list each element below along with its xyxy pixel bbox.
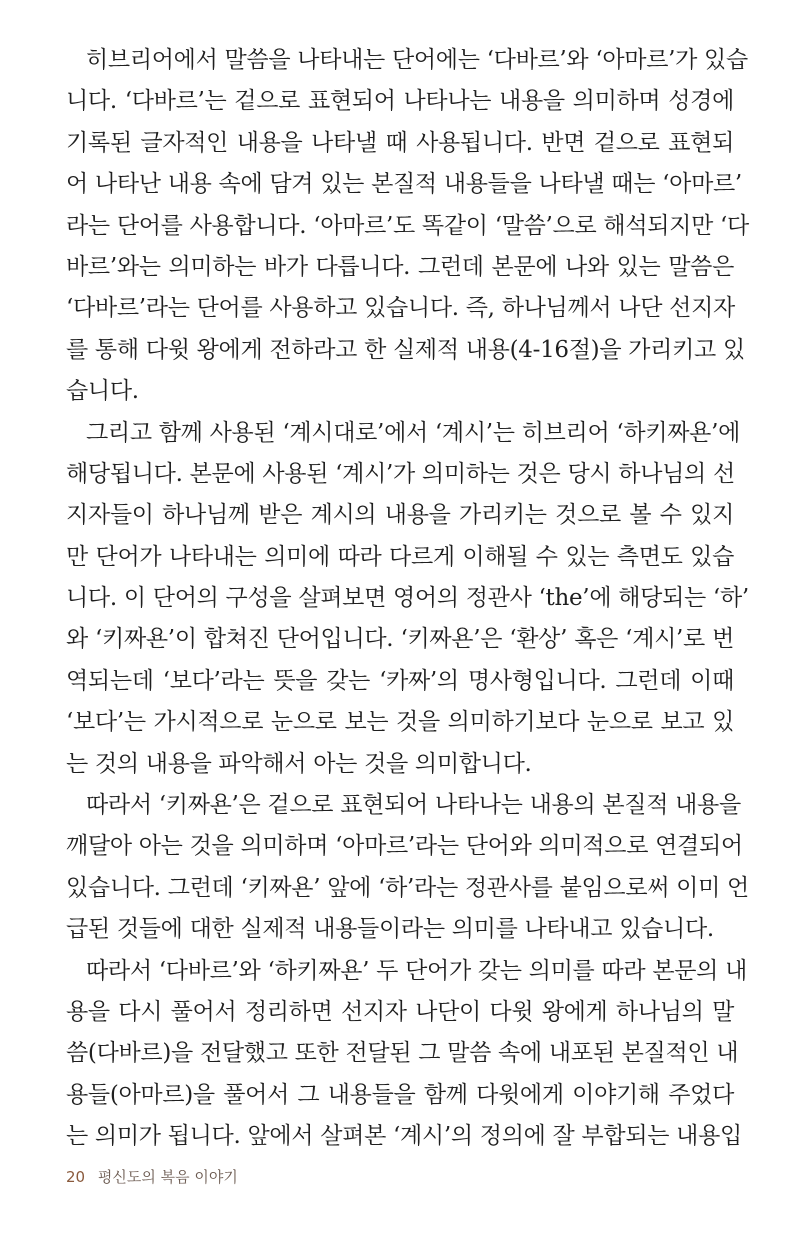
text-line: 해당됩니다. 본문에 사용된 ‘계시’가 의미하는 것은 당시 하나님의 선 bbox=[66, 460, 735, 487]
text-line: 급된 것들에 대한 실제적 내용들이라는 의미를 나타내고 있습니다. bbox=[66, 916, 714, 943]
paragraph-4 bbox=[66, 951, 748, 1158]
text-line: 라는 단어를 사용합니다. ‘아마르’도 똑같이 ‘말씀’으로 해석되지만 ‘다 bbox=[66, 212, 749, 239]
text-line: 따라서 ‘다바르’와 ‘하키짜욘’ 두 단어가 갖는 의미를 따라 본문의 내 bbox=[86, 957, 748, 984]
text-line: 깨달아 아는 것을 의미하며 ‘아마르’라는 단어와 의미적으로 연결되어 bbox=[66, 833, 743, 860]
text-line: 만 단어가 나타내는 의미에 따라 다르게 이해될 수 있는 측면도 있습 bbox=[66, 543, 734, 570]
text-line: 따라서 ‘키짜욘’은 겉으로 표현되어 나타나는 내용의 본질적 내용을 bbox=[86, 792, 741, 819]
paragraph-2 bbox=[66, 413, 749, 786]
text-line: ‘다바르’라는 단어를 사용하고 있습니다. 즉, 하나님께서 나단 선지자 bbox=[66, 295, 735, 322]
text-line: 와 ‘키짜욘’이 합쳐진 단어입니다. ‘키짜욘’은 ‘환상’ 혹은 ‘계시’로 번 bbox=[66, 626, 734, 653]
page-footer bbox=[66, 1166, 238, 1187]
text-line: 씀(다바르)을 전달했고 또한 전달된 그 말씀 속에 내포된 본질적인 내 bbox=[66, 1040, 739, 1067]
text-line: ‘보다’는 가시적으로 눈으로 보는 것을 의미하기보다 눈으로 보고 있 bbox=[66, 709, 734, 736]
text-line: 용들(아마르)을 풀어서 그 내용들을 함께 다윗에게 이야기해 주었다 bbox=[66, 1081, 734, 1108]
text-line: 바르’와는 의미하는 바가 다릅니다. 그런데 본문에 나와 있는 말씀은 bbox=[66, 253, 734, 280]
text-line: 를 통해 다윗 왕에게 전하라고 한 실제적 내용(4-16절)을 가리키고 있 bbox=[66, 336, 745, 363]
page-body bbox=[66, 40, 749, 1158]
text-line: 니다. ‘다바르’는 겉으로 표현되어 나타나는 내용을 의미하며 성경에 bbox=[66, 88, 734, 115]
text-line: 는 의미가 됩니다. 앞에서 살펴본 ‘계시’의 정의에 잘 부합되는 내용입 bbox=[66, 1123, 742, 1150]
paragraph-3 bbox=[66, 785, 749, 951]
text-line: 기록된 글자적인 내용을 나타낼 때 사용됩니다. 반면 겉으로 표현되 bbox=[66, 129, 734, 156]
text-line: 는 것의 내용을 파악해서 아는 것을 의미합니다. bbox=[66, 750, 532, 777]
paragraph-1 bbox=[66, 40, 749, 413]
text-line: 니다. 이 단어의 구성을 살펴보면 영어의 정관사 ‘the’에 해당되는 ‘하’ bbox=[66, 585, 749, 612]
text-line: 지자들이 하나님께 받은 계시의 내용을 가리키는 것으로 볼 수 있지 bbox=[66, 502, 734, 529]
text-line: 어 나타난 내용 속에 담겨 있는 본질적 내용들을 나타낼 때는 ‘아마르’ bbox=[66, 171, 742, 198]
text-line: 히브리어에서 말씀을 나타내는 단어에는 ‘다바르’와 ‘아마르’가 있습 bbox=[86, 47, 748, 73]
book-title: 평신도의 복음 이야기 bbox=[97, 1168, 238, 1186]
text-line: 용을 다시 풀어서 정리하면 선지자 나단이 다윗 왕에게 하나님의 말 bbox=[66, 998, 734, 1025]
text-line: 있습니다. 그런데 ‘키짜욘’ 앞에 ‘하’라는 정관사를 붙임으로써 이미 언 bbox=[66, 874, 749, 901]
text-line: 역되는데 ‘보다’라는 뜻을 갖는 ‘카짜’의 명사형입니다. 그런데 이때 bbox=[66, 667, 734, 694]
text-line: 습니다. bbox=[66, 378, 139, 405]
page-number: 20 bbox=[66, 1168, 86, 1186]
text-line: 그리고 함께 사용된 ‘계시대로’에서 ‘계시’는 히브리어 ‘하키짜욘’에 bbox=[86, 419, 741, 446]
